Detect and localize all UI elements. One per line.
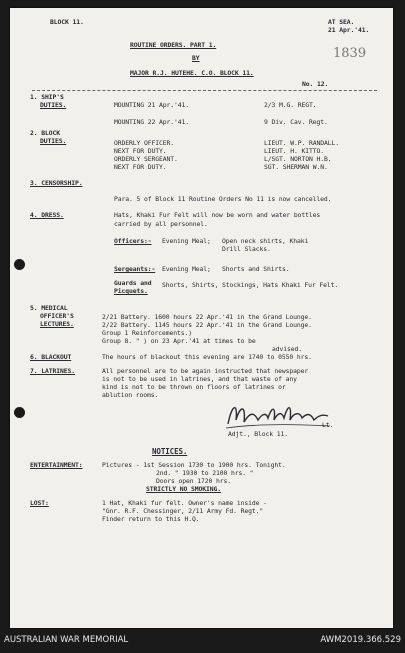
ships-duties-label-2: DUTIES.: [40, 101, 67, 109]
block-duty-name-2: LIEUT. H. KITTO.: [264, 147, 324, 155]
medical-line-5: advised.: [272, 345, 302, 353]
dress-officers-meal: Evening Meal;: [162, 237, 211, 245]
orders-by: BY: [192, 54, 200, 62]
entertainment-line-4: STRICTLY NO SMOKING.: [146, 485, 221, 493]
ships-duties-label-1: 1. SHIP'S: [30, 93, 64, 101]
ships-duties-row2-unit: 9 Div. Cav. Regt.: [264, 118, 328, 126]
at-sea-label: AT SEA.: [328, 18, 355, 26]
handwritten-number: 1839: [333, 46, 367, 61]
dress-guards-label-2: Picquets.: [114, 287, 148, 295]
medical-line-4: Group 8. " ) on 23 Apr.'41 at times to be: [102, 337, 256, 345]
medical-label-2: OFFICER'S: [40, 312, 74, 320]
entertainment-label: ENTERTAINMENT:: [30, 461, 83, 469]
medical-line-2: 2/22 Battery. 1145 hours 22 Apr.'41 in the Grand Lounge.: [102, 321, 312, 329]
latrines-line-2: is not to be used in latrines, and that waste of any: [102, 375, 297, 383]
block-duties-label-1: 2. BLOCK: [30, 129, 60, 137]
latrines-label: 7. LATRINES.: [30, 367, 75, 375]
dress-label: 4. DRESS.: [30, 211, 64, 219]
latrines-line-3: kind is not to be thrown on floors of latrines or: [102, 383, 286, 391]
handwritten-signature: [224, 398, 334, 432]
ships-duties-row1-unit: 2/3 M.G. REGT.: [264, 101, 317, 109]
block-number-left: BLOCK 11.: [50, 18, 84, 26]
orders-title: ROUTINE ORDERS. PART 1.: [130, 41, 217, 49]
block-duties-label-2: DUTIES.: [40, 137, 67, 145]
entertainment-line-3: Doors open 1720 hrs.: [156, 477, 231, 485]
header-date: 21 Apr.'41.: [328, 26, 370, 34]
lost-line-2: "Gnr. R.F. Chessinger, 2/11 Army Fd. Regt.": [102, 507, 264, 515]
dress-sergeants-meal: Evening Meal;: [162, 265, 211, 273]
ships-duties-row2-text: MOUNTING 22 Apr.'41.: [114, 118, 189, 126]
punch-hole-upper: [14, 259, 25, 270]
block-duty-name-3: L/SGT. NORTON H.B.: [264, 155, 332, 163]
block-duty-role-1: ORDERLY OFFICER.: [114, 139, 174, 147]
entertainment-line-1: Pictures - 1st Session 1730 to 1900 hrs. Tonight.: [102, 461, 286, 469]
dress-sergeants-dress: Shorts and Shirts.: [222, 265, 290, 273]
orders-author: MAJOR R.J. HUTEHE. C.O. BLOCK 11.: [130, 69, 254, 77]
notices-heading: NOTICES.: [152, 447, 188, 456]
ships-duties-row1-text: MOUNTING 21 Apr.'41.: [114, 101, 189, 109]
blackout-label: 6. BLACKOUT: [30, 353, 72, 361]
dress-guards-dress: Shorts, Shirts, Stockings, Hats Khaki Fur Felt.: [162, 281, 339, 289]
dress-guards-label-1: Guards and: [114, 279, 152, 287]
medical-label-3: LECTURES.: [40, 320, 74, 328]
lost-label: LOST:: [30, 499, 49, 507]
dress-line-1: Hats, Khaki Fur Felt will now be worn and water bottles: [114, 211, 321, 219]
medical-line-3: Group 1 Reinforcements.): [102, 329, 192, 337]
dress-officers-dress-1: Open neck shirts, Khaki: [222, 237, 309, 245]
document-page: [10, 8, 393, 628]
blackout-text: The hours of blackout this evening are 1740 to 0550 hrs.: [102, 353, 312, 361]
lost-line-1: 1 Hat, Khaki fur felt. Owner's name inside -: [102, 499, 267, 507]
entertainment-line-2: 2nd. " 1930 to 2100 hrs. ": [156, 469, 254, 477]
block-duty-name-4: SGT. SHERMAN W.N.: [264, 163, 328, 171]
dress-line-2: carried by all personnel.: [114, 220, 208, 228]
medical-label-1: 5. MEDICAL: [30, 304, 68, 312]
lost-line-3: Finder return to this H.Q.: [102, 515, 200, 523]
header-divider: [32, 90, 377, 91]
latrines-line-4: ablution rooms.: [102, 391, 159, 399]
footer-accession-number: AWM2019.366.529: [320, 635, 401, 645]
block-duty-role-3: ORDERLY SERGEANT.: [114, 155, 178, 163]
signature-rank: Lt.: [322, 421, 334, 429]
censorship-label: 3. CENSORSHIP.: [30, 179, 83, 187]
dress-sergeants-label: Sergeants:-: [114, 265, 156, 273]
footer-credit: AUSTRALIAN WAR MEMORIAL: [4, 635, 129, 645]
medical-line-1: 2/21 Battery. 1600 hours 22 Apr.'41 in the Grand Lounge.: [102, 313, 312, 321]
signature-title: Adjt., Block 11.: [228, 430, 288, 438]
block-duty-name-1: LIEUT. W.P. RANDALL.: [264, 139, 339, 147]
punch-hole-lower: [14, 407, 25, 418]
dress-officers-dress-2: Drill Slacks.: [222, 245, 271, 253]
latrines-line-1: All personnel are to be again instructed that newspaper: [102, 367, 309, 375]
block-duty-role-4: NEXT FOR DUTY.: [114, 163, 167, 171]
block-duty-role-2: NEXT FOR DUTY.: [114, 147, 167, 155]
orders-number: No. 12.: [302, 80, 329, 88]
censorship-text: Para. 5 of Block 11 Routine Orders No 11 is now cancelled.: [114, 195, 332, 203]
dress-officers-label: Officers:-: [114, 237, 152, 245]
